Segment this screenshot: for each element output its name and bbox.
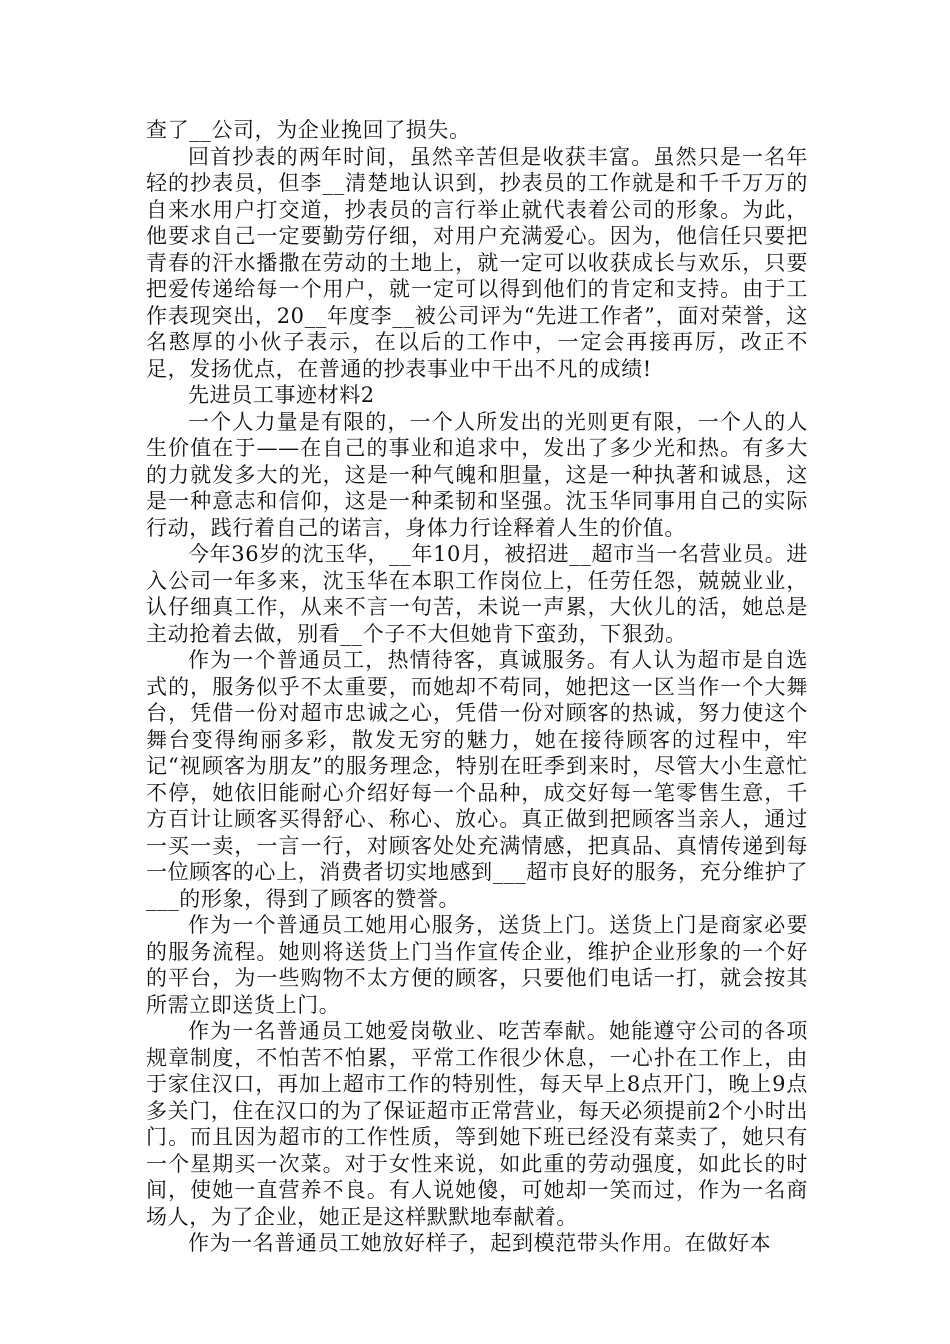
paragraph-service: 作为一个普通员工，热情待客，真诚服务。有人认为超市是自选式的，服务似乎不太重要，而她却不苟同，她把这一区当作一个大舞台，凭借一份对超市忠诚之心，凭借一份对顾客的热诚，努力使这个舞台变得绚丽多彩，散发无穷的魅力，她在接待顾客的过程中，牢记“视顾客为朋友”的服务理念，特别在旺季到来时，尽管大小生意忙不停，她依旧能耐心介绍好每一个品种，成交好每一笔零售生意，千方百计让顾客买得舒心、称心、放心。真正做到把顾客当亲人，通过一买一卖，一言一行，对顾客处处充满情感，把真品、真情传递到每一位顾客的心上，消费者切实地感到___超市良好的服务，充分维护了___的形象，得到了顾客的赞誉。 bbox=[146, 648, 808, 911]
paragraph-dedication: 作为一名普通员工她爱岗敬业、吃苦奉献。她能遵守公司的各项规章制度，不怕苦不怕累，平常工作很少休息，一心扑在工作上，由于家住汉口，再加上超市工作的特别性，每天早上8点开门，晚上9点多关门，住在汉口的为了保证超市正常营业，每天必须提前2个小时出门。而且因为超市的工作性质，等到她下班已经没有菜卖了，她只有一个星期买一次菜。对于女性来说，如此重的劳动强度，如此长的时间，使她一直营养不良。有人说她傻，可她却一笑而过，作为一名商场人，为了企业，她正是这样默默地奉献着。 bbox=[146, 1019, 808, 1229]
paragraph-meter-reader-review: 回首抄表的两年时间，虽然辛苦但是收获丰富。虽然只是一名年轻的抄表员，但李__清楚地认识到，抄表员的工作就是和千千万万的自来水用户打交道，抄表员的言行举止就代表着公司的形象。为此，他要求自己一定要勤劳仔细，对用户充满爱心。因为，他信任只要把青春的汗水播撒在劳动的土地上，就一定可以收获成长与欢乐，只要把爱传递给每一个用户，就一定可以得到他们的肯定和支持。由于工作表现突出，20__年度李__被公司评为“先进工作者”，面对荣誉，这名憨厚的小伙子表示，在以后的工作中，一定会再接再厉，改正不足，发扬优点，在普通的抄表事业中干出不凡的成绩! bbox=[146, 144, 808, 381]
paragraph-delivery: 作为一个普通员工她用心服务，送货上门。送货上门是商家必要的服务流程。她则将送货上门当作宣传企业，维护企业形象的一个好的平台，为一些购物不太方便的顾客，只要他们电话一打，就会按其所需立即送货上门。 bbox=[146, 913, 808, 1017]
paragraph-intro: 一个人力量是有限的，一个人所发出的光则更有限，一个人的人生价值在于——在自己的事业和追求中，发出了多少光和热。有多大的力就发多大的光，这是一种气魄和胆量，这是一种执著和诚恳，这是一种意志和信仰，这是一种柔韧和坚强。沈玉华同事用自己的实际行动，践行着自己的诺言，身体力行诠释着人生的价值。 bbox=[146, 409, 808, 540]
paragraph-background: 今年36岁的沈玉华，__年10月，被招进__超市当一名营业员。进入公司一年多来，沈玉华在本职工作岗位上，任劳任怨，兢兢业业，认仔细真工作，从来不言一句苦，未说一声累，大伙儿的活，她总是主动抢着去做，别看__个子不大但她肯下蛮劲，下狠劲。 bbox=[146, 542, 808, 646]
paragraph-role-model: 作为一名普通员工她放好样子，起到模范带头作用。在做好本 bbox=[188, 1231, 772, 1255]
document-body bbox=[146, 117, 808, 1257]
section-heading: 先进员工事迹材料2 bbox=[188, 383, 375, 407]
paragraph-continuation: 查了__公司，为企业挽回了损失。 bbox=[146, 118, 471, 142]
